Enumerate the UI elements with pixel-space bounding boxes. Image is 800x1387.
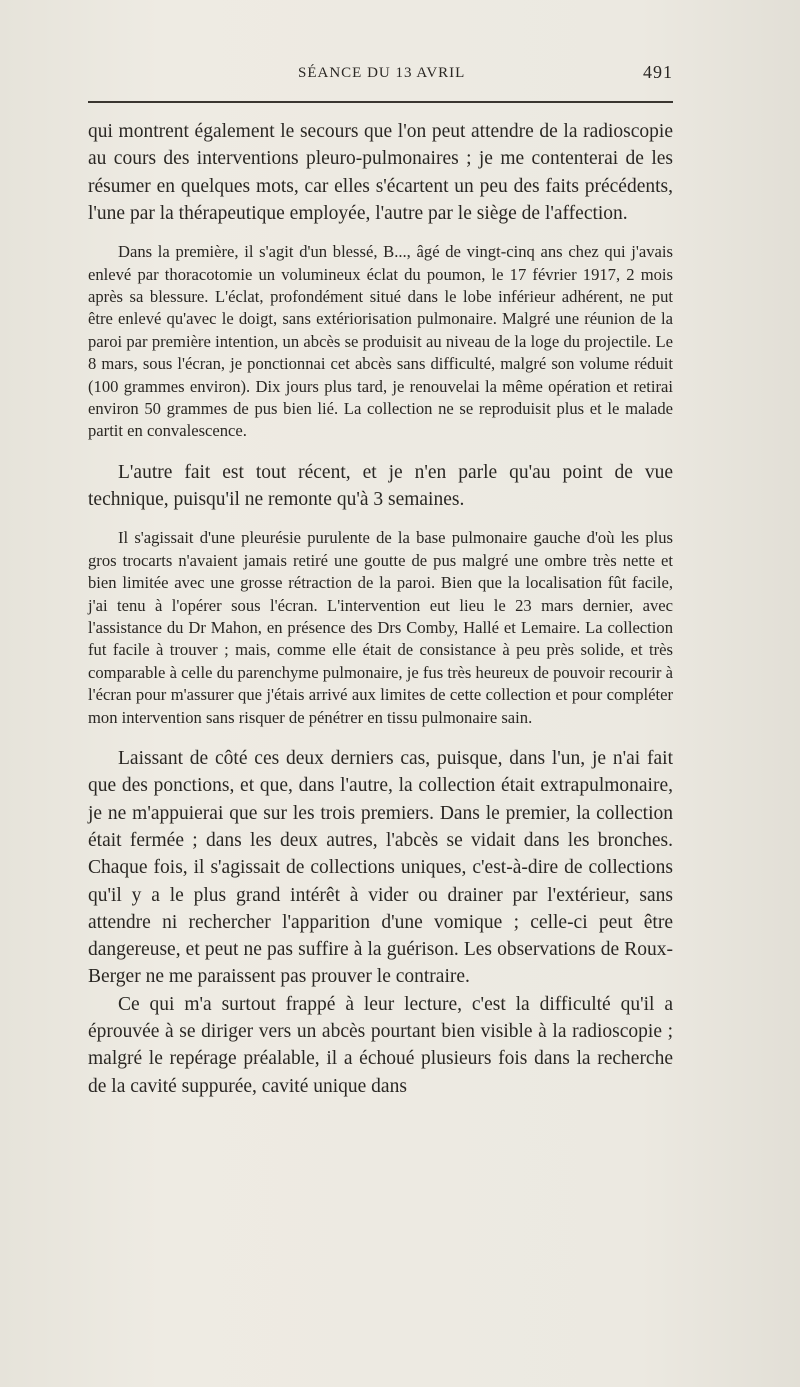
header-rule	[88, 101, 673, 103]
paragraph-2: Dans la première, il s'agit d'un blessé, B..., âgé de vingt-cinq ans chez qui j'avais enlevé par thoracotomie un volumineux éclat du poumon, le 17 février 1917, 2 mois après sa blessure. L'éclat, profondément situé dans le lobe inférieur adhérent, ne put être enlevé qu'avec le doigt, sans extériorisation pulmonaire. Malgré une réunion de la paroi par première intention, un abcès se produisit au niveau de la loge du projectile. Le 8 mars, sous l'écran, je ponctionnai cet abcès sans difficulté, malgré son volume réduit (100 grammes environ). Dix jours plus tard, je renouvelai la même opération et retirai environ 50 grammes de pus bien lié. La collection ne se reproduisit plus et le malade partit en convalescence.	[88, 242, 673, 441]
paragraph-6: Ce qui m'a surtout frappé à leur lecture, c'est la difficulté qu'il a éprouvée à se diriger vers un abcès pourtant bien visible à la radioscopie ; malgré le repérage préalable, il a échoué plusieurs fois dans la recherche de la cavité suppurée, cavité unique dans	[88, 993, 673, 1097]
body-text	[88, 118, 673, 1100]
paragraph-1: qui montrent également le secours que l'on peut attendre de la radioscopie au cours des interventions pleuro-pulmonaires ; je me contenterai de les résumer en quelques mots, car elles s'écartent un peu des faits précédents, l'une par la thérapeutique employée, l'autre par le siège de l'affection.	[88, 121, 673, 224]
paragraph-5: Laissant de côté ces deux derniers cas, puisque, dans l'un, je n'ai fait que des ponctions, et que, dans l'autre, la collection était extrapulmonaire, je ne m'appuierai que sur les trois premiers. Dans le premier, la collection était fermée ; dans les deux autres, l'abcès se vidait dans les bronches. Chaque fois, il s'agissait de collections uniques, c'est-à-dire de collections qu'il y a le plus grand intérêt à vider ou drainer par l'extérieur, sans attendre ni rechercher l'apparition d'une vomique ; celle-ci peut être dangereuse, et peut ne pas suffire à la guérison. Les observations de Roux-Berger ne me paraissent pas prouver le contraire.	[88, 748, 673, 988]
page-number: 491	[643, 62, 673, 82]
page-header	[88, 62, 673, 86]
running-head: SÉANCE DU 13 AVRIL	[298, 65, 466, 81]
paragraph-3: L'autre fait est tout récent, et je n'en parle qu'au point de vue technique, puisqu'il ne remonte qu'à 3 semaines.	[88, 461, 673, 511]
paragraph-4: Il s'agissait d'une pleurésie purulente de la base pulmonaire gauche d'où les plus gros trocarts n'avaient jamais retiré une goutte de pus malgré une ombre très nette et bien limitée avec une grosse rétraction de la paroi. Bien que la localisation fût facile, j'ai tenu à l'opérer sous l'écran. L'intervention eut lieu le 23 mars dernier, avec l'assistance du Dr Mahon, en présence des Drs Comby, Hallé et Lemaire. La collection fut facile à trouver ; mais, comme elle était de consistance à peu près solide, et très comparable à celle du parenchyme pulmonaire, je fus très heureux de pouvoir recourir à l'écran pour m'assurer que j'étais arrivé aux limites de cette collection et pour compléter mon intervention sans risquer de pénétrer en tissu pulmonaire sain.	[88, 528, 673, 727]
